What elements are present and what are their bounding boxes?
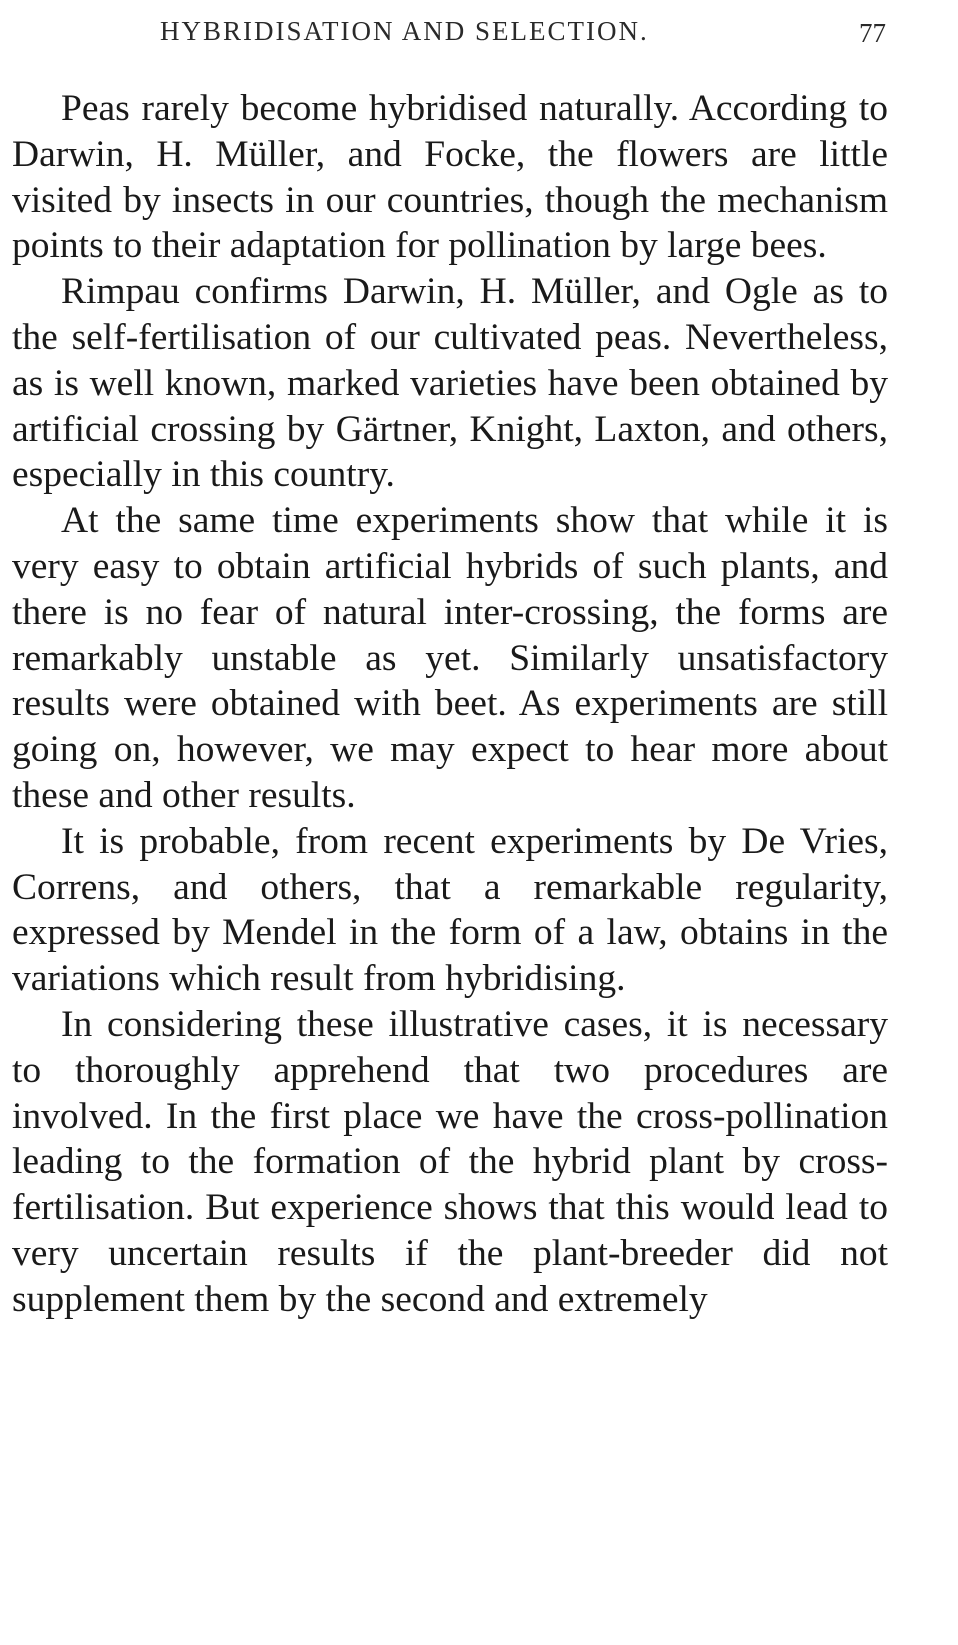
page-number: 77 [859, 18, 886, 48]
page-header [0, 16, 958, 56]
running-title: HYBRIDISATION AND SELECTION. [160, 16, 649, 46]
paragraph-rimpau: Rimpau confirms Darwin, H. Müller, and Ogle as to the self-fertilisation of our cultivated peas. Nevertheless, as is well known, marked varieties have been obtained by artificial crossing by Gärtner, Knight, Laxton, and others, especially in this country. [12, 271, 888, 496]
paragraph-peas-hybridisation: Peas rarely become hybridised naturally. According to Darwin, H. Müller, and Focke, the flowers are little visited by insects in our countries, though the mechanism points to their adaptation for pollination by large bees. [12, 88, 888, 267]
paragraph-mendel-law: It is probable, from recent experiments by De Vries, Correns, and others, that a remarkable regularity, expressed by Mendel in the form of a law, obtains in the variations which result from hybridising. [12, 820, 888, 1000]
paragraph-two-procedures: In considering these illustrative cases, it is necessary to thoroughly apprehend that two procedures are involved. In the first place we have the cross-pollination leading to the formation of the hybrid plant by cross-fertilisation. But experience shows that this would lead to very uncertain results if the plant-breeder did not supplement them by the second and extremely [12, 1003, 888, 1320]
page-body [12, 86, 888, 1323]
paragraph-experiments: At the same time experiments show that while it is very easy to obtain artificial hybrids of such plants, and there is no fear of natural inter-crossing, the forms are remarkably unstable as yet. Similarly unsatisfactory results were obtained with beet. As experiments are still going on, however, we may expect to hear more about these and other results. [12, 500, 888, 816]
